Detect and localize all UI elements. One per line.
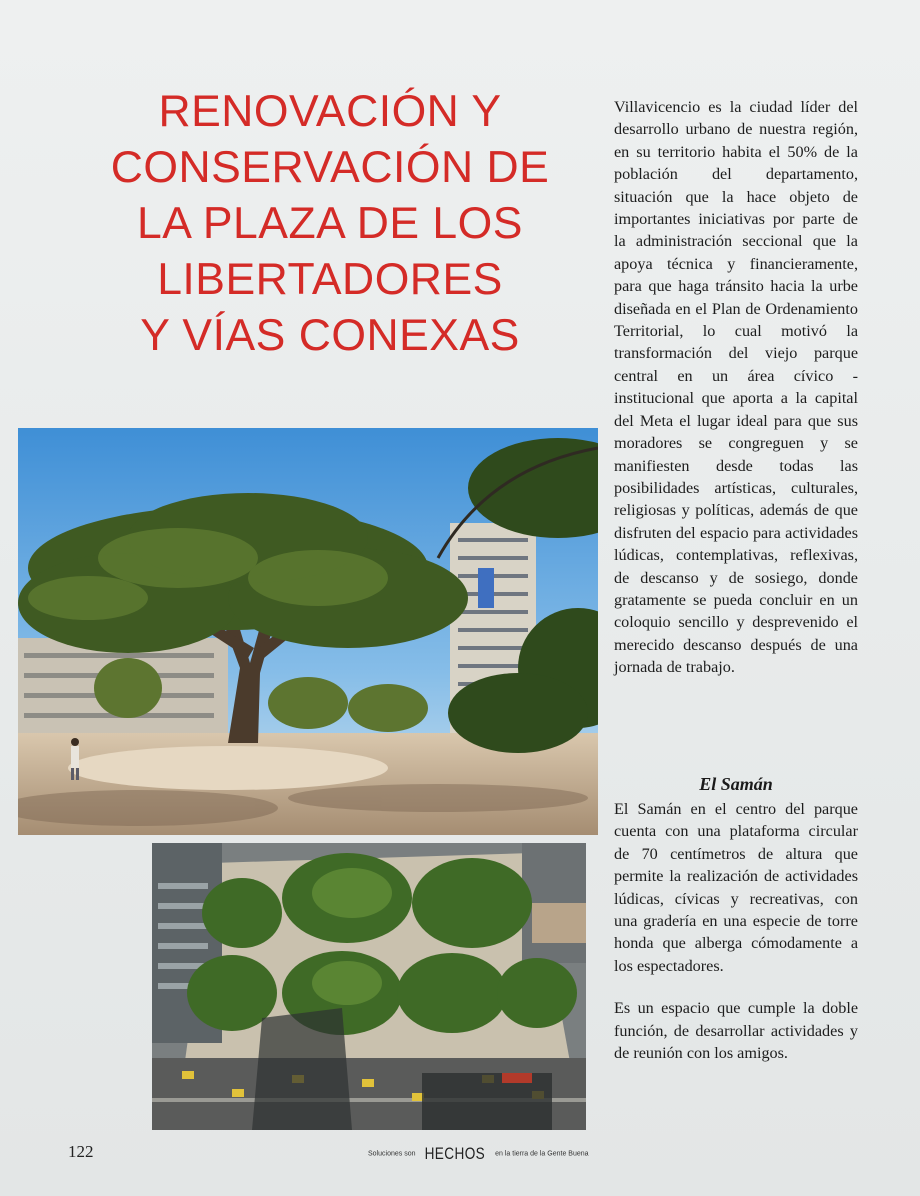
title-line: Y VÍAS CONEXAS: [140, 311, 520, 360]
plaza-photo: [18, 428, 598, 835]
page-number: 122: [68, 1142, 94, 1161]
title-line: LA PLAZA DE LOS: [137, 199, 523, 248]
article-title: [70, 84, 590, 364]
section-paragraph: El Samán en el centro del parque cuenta con una plataforma circular de 70 centímetros de altura que permite la realización de actividades lúdicas, cívicas y recreativas, con una gradería en una especie de torre honda que alberga cómodamente a los espectadores.: [614, 800, 858, 975]
slogan-brand: HECHOS: [425, 1144, 486, 1163]
aerial-photo-image: [152, 843, 586, 1130]
section-paragraph: Es un espacio que cumple la doble función, de desarrollar actividades y de reunión con los amigos.: [614, 999, 858, 1063]
footer-slogan: [368, 1144, 589, 1164]
aerial-photo: [152, 843, 586, 1130]
plaza-photo-image: [18, 428, 598, 835]
title-line: LIBERTADORES: [157, 255, 503, 304]
title-line: RENOVACIÓN Y: [158, 87, 502, 136]
title-line: CONSERVACIÓN DE: [110, 143, 550, 192]
section-column: [614, 798, 858, 1084]
intro-paragraph: Villavicencio es la ciudad líder del desarrollo urbano de nuestra región, en su territorio habita el 50% de la población del departamento, situación que la hace objeto de importantes iniciativas por parte de la administración seccional que la apoya técnica y financieramente, para que haga tránsito hacia la urbe diseñada en el Plan de Ordenamiento Territorial, lo cual motivó la transformación del viejo parque central en un área cívico - institucional que aporta a la capital del Meta el lugar ideal para que sus moradores se congreguen y se manifiesten desde todas las posibilidades artísticas, culturales, religiosas y políticas, además de que disfruten del espacio para actividades lúdicas, contemplativas, reflexivas, de descanso y de sosiego, donde gratamente se pueda concluir en un coloquio sencillo y desprevenido el merecido descanso después de una jornada de trabajo.: [614, 98, 858, 677]
intro-column: [614, 96, 858, 679]
section-heading: El Samán: [699, 774, 773, 794]
slogan-right: en la tierra de la Gente Buena: [495, 1150, 589, 1158]
slogan-left: Soluciones son: [368, 1150, 416, 1158]
